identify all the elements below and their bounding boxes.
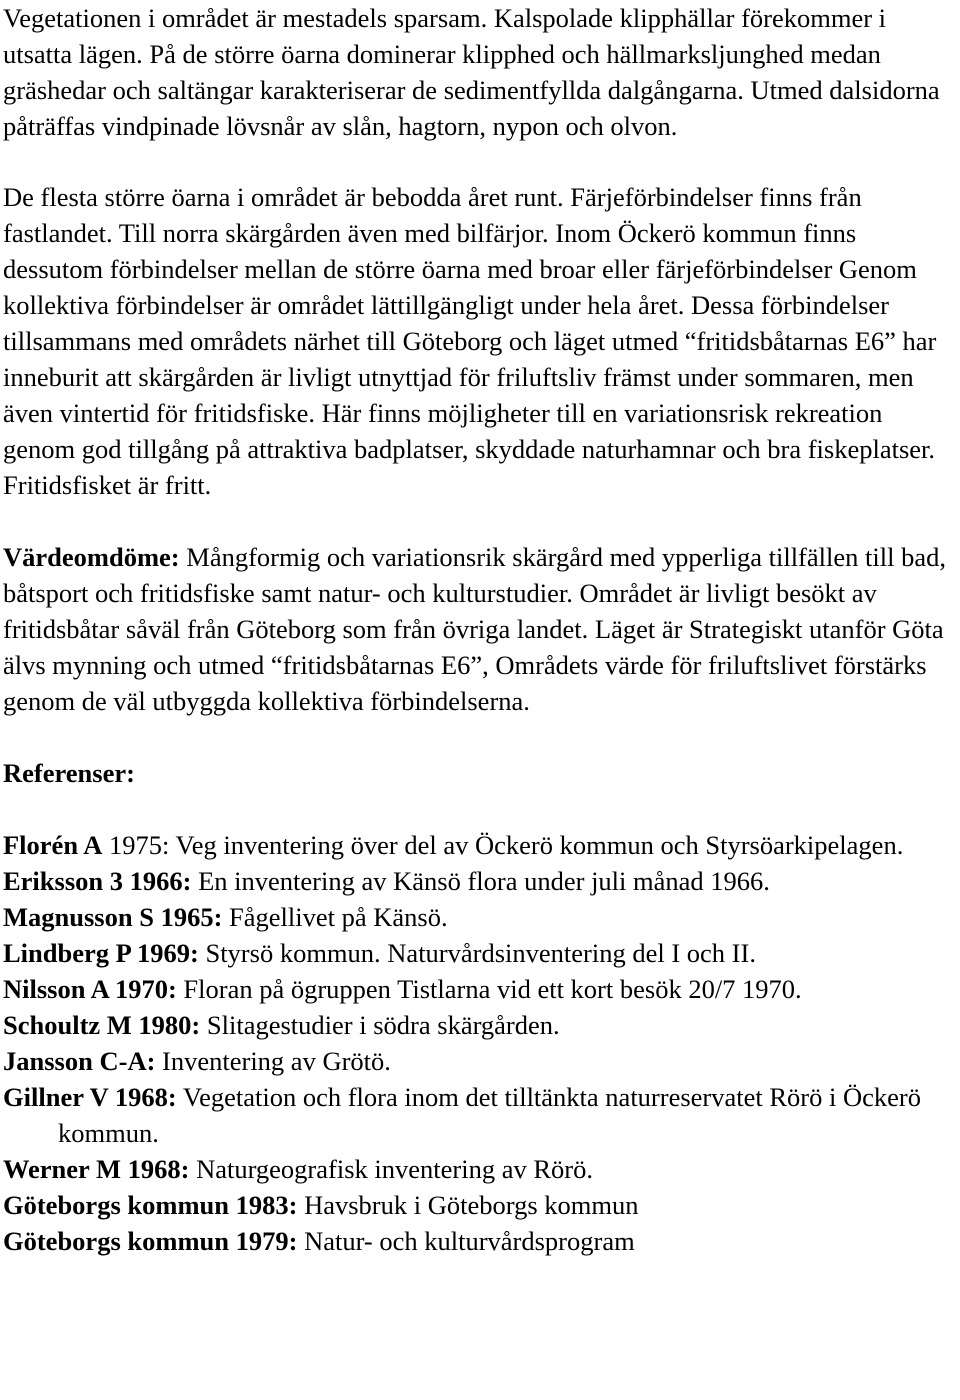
reference-author: Schoultz M 1980: xyxy=(3,1010,201,1040)
reference-author: Florén A xyxy=(3,830,103,860)
reference-text: Natur- och kulturvårdsprogram xyxy=(297,1226,635,1256)
reference-item xyxy=(3,899,958,935)
reference-item xyxy=(3,1223,958,1259)
paragraph-access: De flesta större öarna i området är bebodda året runt. Färjeförbindelser finns från fastlandet. Till norra skärgården även med bilfärjor. Inom Öckerö kommun finns dessutom förbindelser mellan de större öarna med broar eller färjeförbindelser Genom kollektiva förbindelser är området lättillgängligt under hela året. Dessa förbindelser tillsammans med områdets närhet till Göteborg och läget utmed “fritidsbåtarnas E6” har inneburit att skärgården är livligt utnyttjad för friluftsliv främst under sommaren, men även vintertid för fritidsfiske. Här finns möjligheter till en variationsrisk rekreation genom god tillgång på attraktiva badplatser, skyddade naturhamnar och bra fiskeplatser. Fritidsfisket är fritt. xyxy=(3,182,937,500)
reference-author: Gillner V 1968: xyxy=(3,1082,177,1112)
reference-text: Floran på ögruppen Tistlarna vid ett kort besök 20/7 1970. xyxy=(176,974,802,1004)
reference-text: Inventering av Grötö. xyxy=(155,1046,391,1076)
reference-author: Göteborgs kommun 1983: xyxy=(3,1190,298,1220)
reference-author: Göteborgs kommun 1979: xyxy=(3,1226,298,1256)
paragraph-assessment xyxy=(3,539,958,719)
reference-item xyxy=(3,1079,958,1151)
reference-text: Naturgeografisk inventering av Rörö. xyxy=(189,1154,593,1184)
paragraph-vegetation: Vegetationen i området är mestadels sparsam. Kalspolade klipphällar förekommer i utsatta lägen. På de större öarna dominerar klipphed och hällmarksljunghed medan gräshedar och saltängar karakteriserar de sedimentfyllda dalgångarna. Utmed dalsidorna påträffas vindpinade lövsnår av slån, hagtorn, nypon och olvon. xyxy=(3,3,940,141)
reference-author: Eriksson 3 1966: xyxy=(3,866,192,896)
reference-item xyxy=(3,1007,958,1043)
reference-item xyxy=(3,863,958,899)
document-page xyxy=(3,0,958,1259)
reference-author: Lindberg P 1969: xyxy=(3,938,199,968)
reference-item xyxy=(3,1043,958,1079)
reference-author: Magnusson S 1965: xyxy=(3,902,223,932)
reference-author: Werner M 1968: xyxy=(3,1154,190,1184)
reference-text: Vegetation och flora inom det tilltänkta naturreservatet Rörö i Öckerö kommun. xyxy=(58,1082,921,1148)
assessment-text: Mångformig och variationsrik skärgård med ypperliga tillfällen till bad, båtsport och fritidsfiske samt natur- och kulturstudier. Området är livligt besökt av fritidsbåtar såväl från Göteborg som från övriga landet. Läget är Strategiskt utanför Göta älvs mynning och utmed “fritidsbåtarnas E6”, Områdets värde för friluftslivet förstärks genom de väl utbyggda kollektiva förbindelserna. xyxy=(3,542,946,716)
reference-item xyxy=(3,1151,958,1187)
reference-text: Styrsö kommun. Naturvårdsinventering del I och II. xyxy=(198,938,756,968)
reference-text: 1975: Veg inventering över del av Öckerö kommun och Styrsöarkipelagen. xyxy=(102,830,904,860)
assessment-label: Värdeomdöme: xyxy=(3,542,180,572)
reference-text: Slitagestudier i södra skärgården. xyxy=(200,1010,560,1040)
reference-author: Nilsson A 1970: xyxy=(3,974,177,1004)
reference-item xyxy=(3,1187,958,1223)
reference-text: Havsbruk i Göteborgs kommun xyxy=(297,1190,639,1220)
reference-item xyxy=(3,971,958,1007)
references-list xyxy=(3,827,958,1259)
reference-item xyxy=(3,935,958,971)
reference-item xyxy=(3,827,958,863)
reference-author: Jansson C-A: xyxy=(3,1046,156,1076)
references-heading: Referenser: xyxy=(3,758,135,788)
reference-text: Fågellivet på Känsö. xyxy=(222,902,448,932)
reference-text: En inventering av Känsö flora under juli månad 1966. xyxy=(191,866,770,896)
